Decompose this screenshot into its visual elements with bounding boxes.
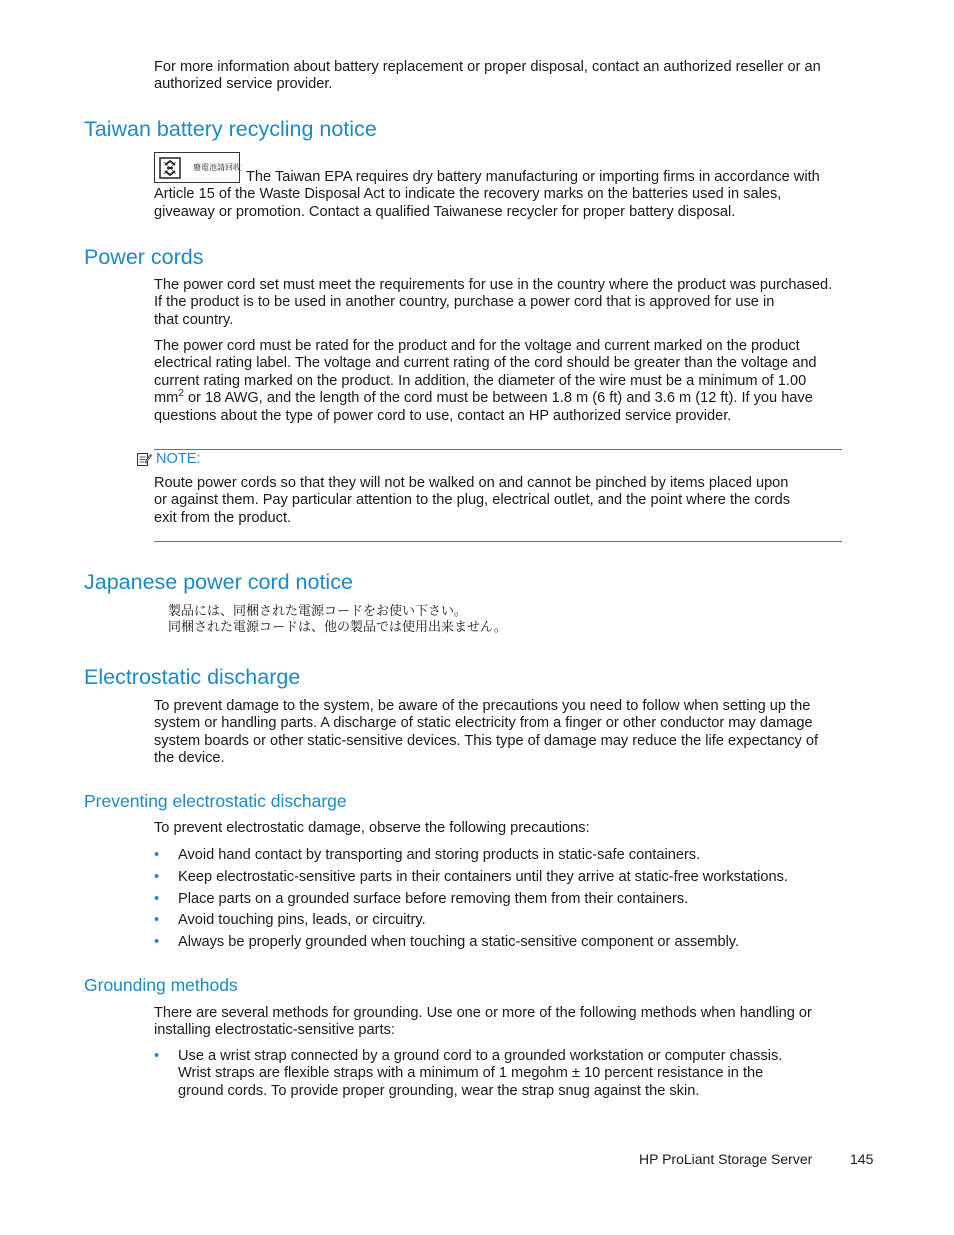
text-line <box>154 390 860 407</box>
list-item <box>154 847 860 864</box>
grounding-heading: Grounding methods <box>84 975 238 995</box>
list-item-text: Place parts on a grounded surface before removing them from their containers. <box>178 890 689 907</box>
text-line: system boards or other static-sensitive devices. This type of damage may reduce the life expectancy of <box>154 732 819 749</box>
text-line: 同梱された電源コードは、他の製品では使用出来ません。 <box>168 620 507 635</box>
text-line: To prevent damage to the system, be aware of the precautions you need to follow when setting up the <box>154 698 811 714</box>
note-label-text: NOTE: <box>156 451 201 467</box>
intro-paragraph <box>154 59 860 94</box>
text-line: exit from the product. <box>154 509 292 526</box>
japanese-notice-text <box>168 604 507 636</box>
taiwan-heading: Taiwan battery recycling notice <box>84 117 377 141</box>
esd-heading: Electrostatic discharge <box>84 665 301 689</box>
text-line: electrical rating label. The voltage and current rating of the cord should be greater than the voltage and <box>154 355 817 372</box>
page-number: 145 <box>850 1151 874 1167</box>
note-icon <box>136 451 152 467</box>
list-item <box>154 912 860 929</box>
bullet-icon: • <box>154 1048 160 1064</box>
bullet-icon: • <box>154 912 160 929</box>
list-item <box>154 934 860 951</box>
unit-superscript: 2 <box>178 388 184 400</box>
text-line: installing electrostatic-sensitive parts: <box>154 1022 395 1039</box>
list-item <box>154 1048 860 1100</box>
preventing-list <box>154 847 860 956</box>
bullet-icon: • <box>154 868 160 885</box>
text-line: the device. <box>154 750 225 767</box>
text-line: Wrist straps are flexible straps with a minimum of 1 megohm ± 10 percent resistance in the <box>178 1065 764 1082</box>
note-top-rule <box>154 449 842 450</box>
text-line: Use a wrist strap connected by a ground cord to a grounded workstation or computer chassis. <box>178 1048 783 1064</box>
text-line: If the product is to be used in another country, purchase a power cord that is approved for use in <box>154 294 775 311</box>
list-item-text: Avoid touching pins, leads, or circuitry. <box>178 912 426 929</box>
list-item-text: Avoid hand contact by transporting and storing products in static-safe containers. <box>178 847 701 863</box>
japanese-heading: Japanese power cord notice <box>84 570 353 594</box>
note-label <box>136 451 201 467</box>
list-item-text: Always be properly grounded when touching a static-sensitive component or assembly. <box>178 934 740 951</box>
text-line: ground cords. To provide proper grounding, wear the strap snug against the skin. <box>178 1082 700 1099</box>
text-fragment: or 18 AWG, and the length of the cord must be between 1.8 m (6 ft) and 3.6 m (12 ft). If you have <box>183 390 813 407</box>
taiwan-paragraph <box>154 169 860 221</box>
text-line: For more information about battery replacement or proper disposal, contact an authorized reseller or an <box>154 59 821 75</box>
esd-paragraph <box>154 698 860 768</box>
text-line: The power cord must be rated for the product and for the voltage and current marked on the product <box>154 338 800 354</box>
text-line: The power cord set must meet the requirements for use in the country where the product was purchased. <box>154 277 833 293</box>
list-item <box>154 891 860 908</box>
power-cords-paragraph-2 <box>154 338 860 425</box>
list-item <box>154 869 860 886</box>
power-cords-heading: Power cords <box>84 245 204 269</box>
text-line: current rating marked on the product. In addition, the diameter of the wire must be a minimum of 1.00 <box>154 372 807 389</box>
text-line: questions about the type of power cord to use, contact an HP authorized service provider. <box>154 407 732 424</box>
text-line: 製品には、同梱された電源コードをお使い下さい。 <box>168 604 468 619</box>
text-line: that country. <box>154 311 234 328</box>
bullet-icon: • <box>154 890 160 907</box>
text-line: Article 15 of the Waste Disposal Act to indicate the recovery marks on the batteries used in sales, <box>154 186 782 203</box>
preventing-intro: To prevent electrostatic damage, observe the following precautions: <box>154 820 590 836</box>
power-cords-paragraph-1 <box>154 277 860 329</box>
grounding-intro <box>154 1005 860 1040</box>
bullet-icon: • <box>154 847 160 863</box>
text-line: or against them. Pay particular attention to the plug, electrical outlet, and the point where the cords <box>154 492 791 509</box>
text-line: There are several methods for grounding. Use one or more of the following methods when handling or <box>154 1005 812 1021</box>
list-item-text: Keep electrostatic-sensitive parts in their containers until they arrive at static-free workstations. <box>178 868 788 885</box>
preventing-heading: Preventing electrostatic discharge <box>84 791 347 811</box>
text-line: authorized service provider. <box>154 76 333 93</box>
unit-mm: mm <box>154 390 179 407</box>
footer-title: HP ProLiant Storage Server <box>639 1151 813 1167</box>
recycle-mark-text: 廢電池請回收 <box>193 163 241 172</box>
text-line: giveaway or promotion. Contact a qualified Taiwanese recycler for proper battery disposal. <box>154 203 736 220</box>
text-line: Route power cords so that they will not be walked on and cannot be pinched by items placed upon <box>154 475 789 491</box>
note-bottom-rule <box>154 541 842 542</box>
text-line: system or handling parts. A discharge of static electricity from a finger or other conductor may damage <box>154 715 813 732</box>
text-line: The Taiwan EPA requires dry battery manufacturing or importing firms in accordance with <box>246 169 820 185</box>
bullet-icon: • <box>154 934 160 951</box>
grounding-list <box>154 1048 860 1105</box>
note-body <box>154 475 860 527</box>
